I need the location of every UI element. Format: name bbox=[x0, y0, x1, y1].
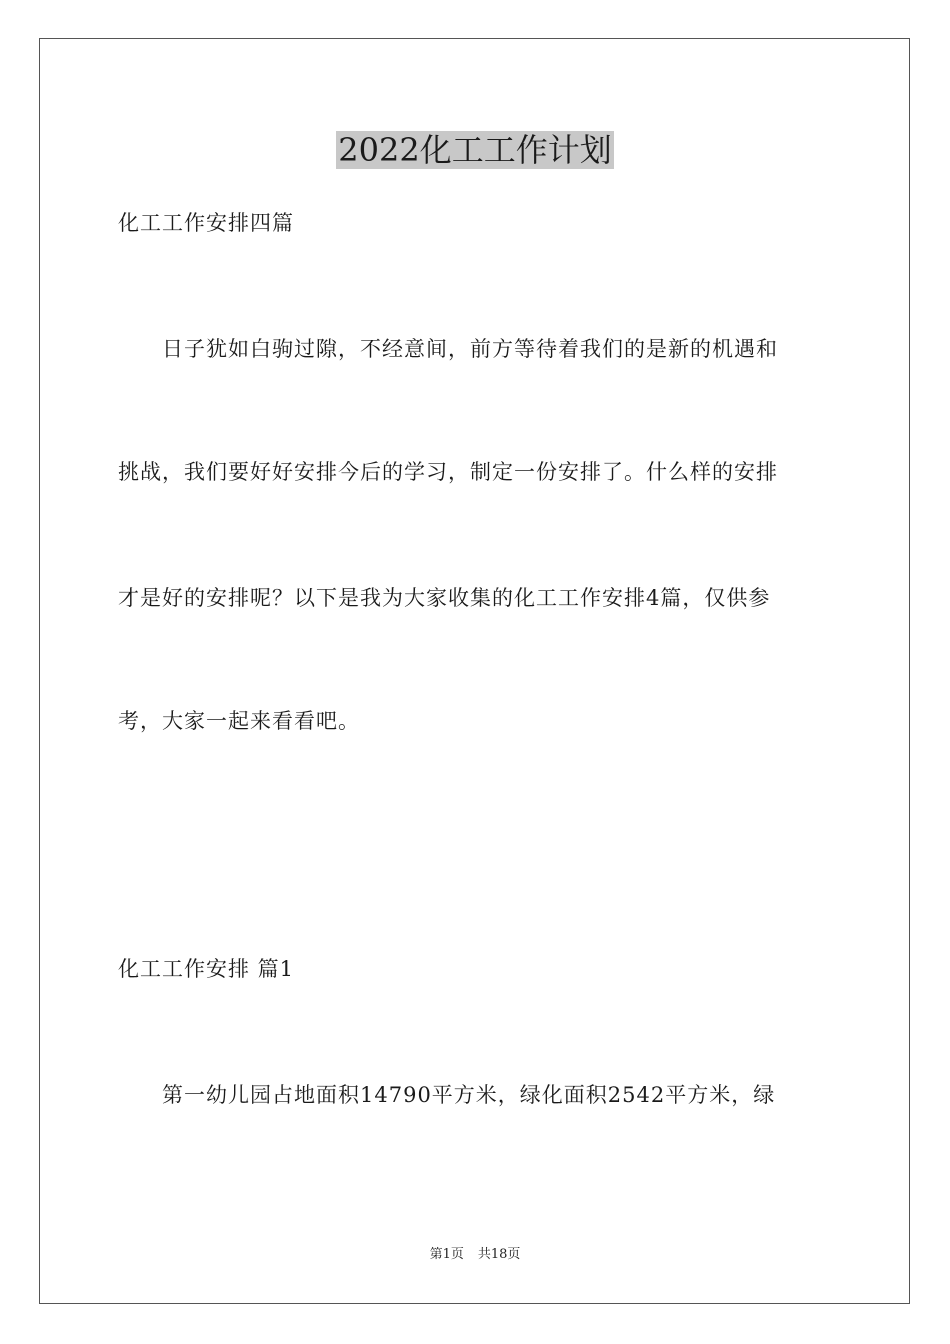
section-heading: 化工工作安排 篇1 bbox=[118, 957, 295, 981]
paragraph-2-line-1: 第一幼儿园占地面积14790平方米，绿化面积2542平方米，绿 bbox=[118, 1083, 776, 1107]
document-title-text: 2022化工工作计划 bbox=[338, 131, 612, 169]
paragraph-1-line-2: 挑战，我们要好好安排今后的学习，制定一份安排了。什么样的安排 bbox=[118, 460, 778, 484]
paragraph-1-line-3: 才是好的安排呢？以下是我为大家收集的化工工作安排4篇，仅供参 bbox=[118, 586, 771, 610]
page-number: 第1页 bbox=[429, 1247, 464, 1262]
document-title bbox=[0, 128, 950, 172]
document-subtitle: 化工工作安排四篇 bbox=[118, 211, 294, 235]
paragraph-1-line-1: 日子犹如白驹过隙，不经意间，前方等待着我们的是新的机遇和 bbox=[118, 337, 778, 361]
page-footer bbox=[0, 1246, 950, 1264]
paragraph-1-line-4: 考，大家一起来看看吧。 bbox=[118, 709, 360, 733]
total-pages: 共18页 bbox=[477, 1247, 521, 1262]
